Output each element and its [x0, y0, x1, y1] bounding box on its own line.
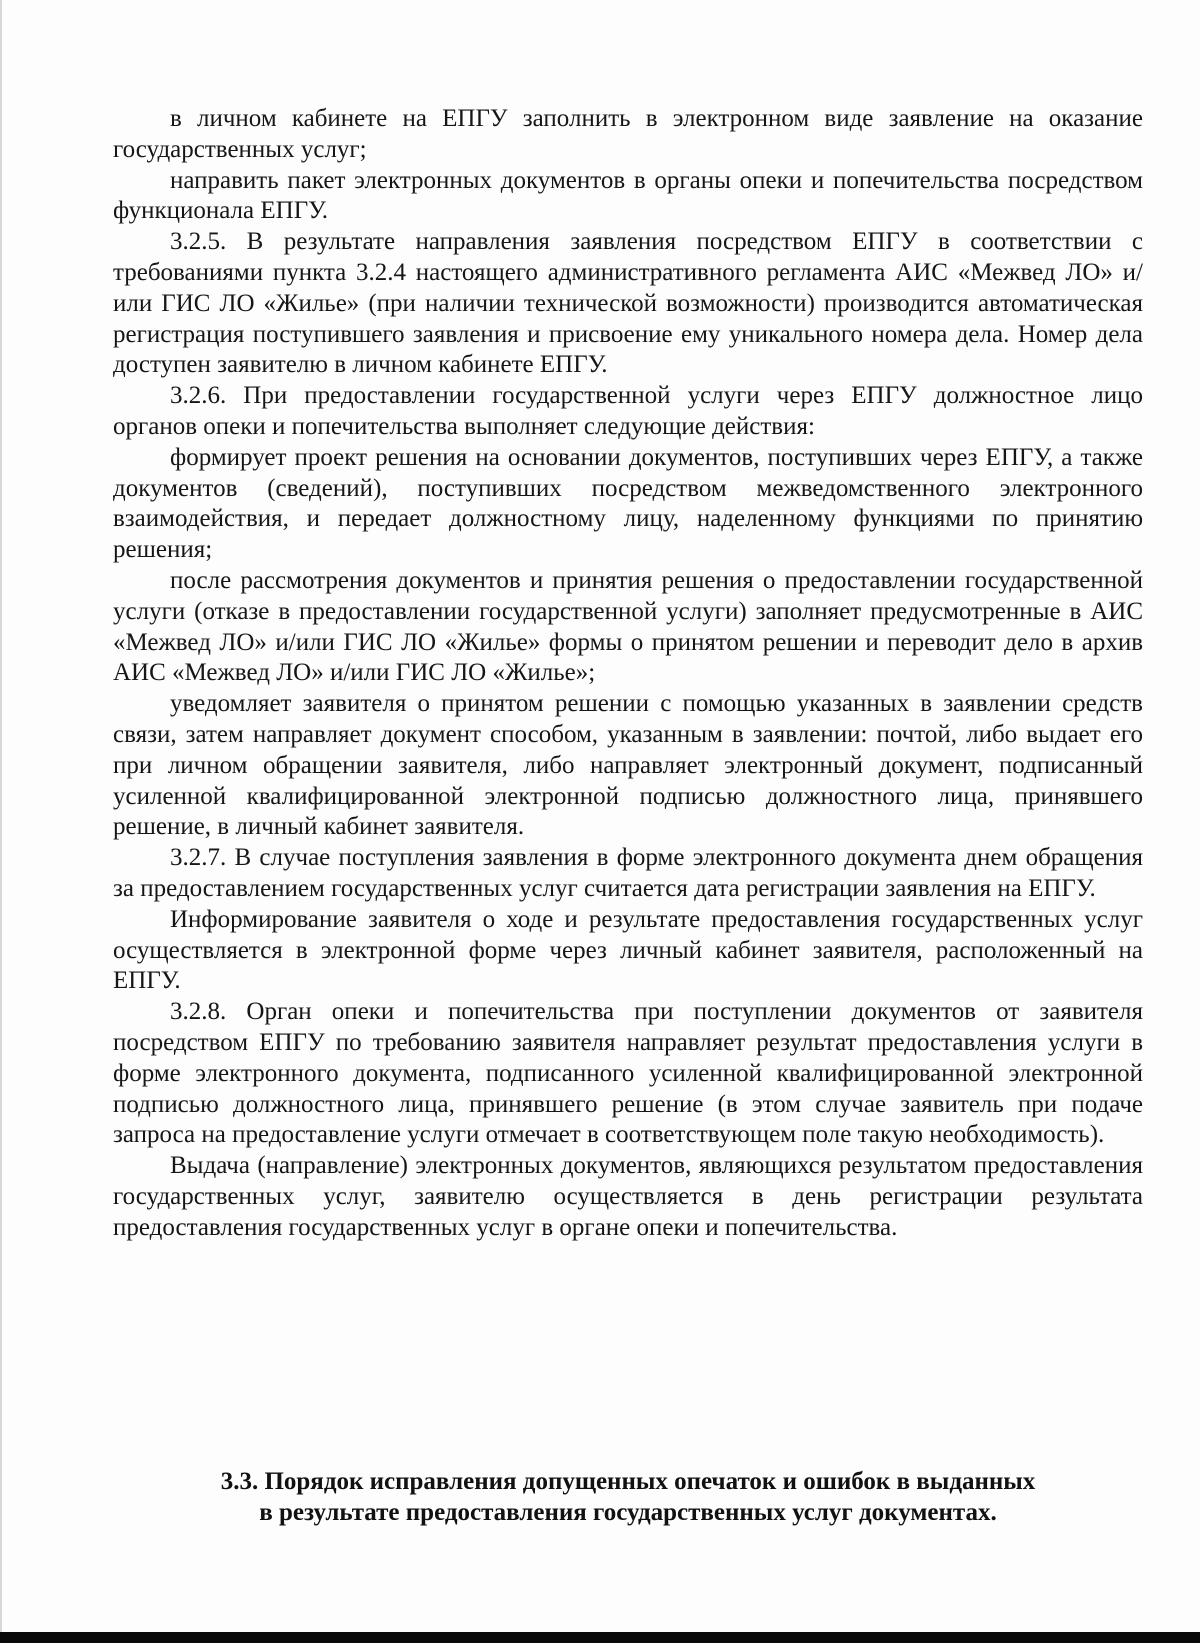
paragraph-3-2-8: 3.2.8. Орган опеки и попечительства при поступлении документов от заявителя посредством ЕПГУ по требованию заявителя направляет результат предоставления услуги в форме электронного документа, подписанного усиленной квалифицированной электронной подписью должностного лица, принявшего решение (в этом случае заявитель при подаче запроса на предоставление услуги отмечает в соответствующем поле такую необходимость).: [113, 998, 1143, 1149]
paragraph-send-documents: направить пакет электронных документов в органы опеки и попечительства посредством функционала ЕПГУ.: [113, 166, 1143, 225]
paragraph-3-2-6: 3.2.6. При предоставлении государственной услуги через ЕПГУ должностное лицо органов опеки и попечительства выполняет следующие действия:: [113, 382, 1143, 440]
section-heading-line-1: 3.3. Порядок исправления допущенных опечаток и ошибок в выданных: [220, 1468, 1036, 1495]
document-body: [113, 104, 1143, 1243]
paragraph-form-draft-decision: формирует проект решения на основании документов, поступивших через ЕПГУ, а также документов (сведений), поступивших посредством межведомственного электронного взаимодействия, и передает должностному лицу, наделенному функциями по принятию решения;: [113, 443, 1143, 564]
paragraph-after-review: после рассмотрения документов и принятия решения о предоставлении государственной услуги (отказе в предоставлении государственной услуги) заполняет предусмотренные в АИС «Межвед ЛО» и/или ГИС ЛО «Жилье» формы о принятом решении и переводит дело в архив АИС «Межвед ЛО» и/или ГИС ЛО «Жилье»;: [113, 566, 1143, 687]
section-heading-line-2: в результате предоставления государственных услуг документах.: [259, 1499, 997, 1526]
paragraph-informing: Информирование заявителя о ходе и результате предоставления государственных услуг осуществляется в электронной форме через личный кабинет заявителя, расположенный на ЕПГУ.: [113, 905, 1143, 995]
scan-edge-left: [0, 0, 2, 1643]
paragraph-issuance: Выдача (направление) электронных документов, являющихся результатом предоставления государственных услуг, заявителю осуществляется в день регистрации результата предоставления государственных услуг в органе опеки и попечительства.: [113, 1152, 1143, 1241]
paragraph-fill-application: в личном кабинете на ЕПГУ заполнить в электронном виде заявление на оказание государственных услуг;: [113, 105, 1143, 163]
paragraph-3-2-7: 3.2.7. В случае поступления заявления в форме электронного документа днем обращения за предоставлением государственных услуг считается дата регистрации заявления на ЕПГУ.: [113, 844, 1143, 902]
scan-edge-bottom: [0, 1632, 1200, 1643]
paragraph-3-2-5: 3.2.5. В результате направления заявления посредством ЕПГУ в соответствии с требованиями пункта 3.2.4 настоящего административного регламента АИС «Межвед ЛО» и/или ГИС ЛО «Жилье» (при наличии технической возможности) производится автоматическая регистрация поступившего заявления и присвоение ему уникального номера дела. Номер дела доступен заявителю в личном кабинете ЕПГУ.: [113, 228, 1143, 379]
paragraph-notify-applicant: уведомляет заявителя о принятом решении с помощью указанных в заявлении средств связи, затем направляет документ способом, указанным в заявлении: почтой, либо выдает его при личном обращении заявителя, либо направляет электронный документ, подписанный усиленной квалифицированной электронной подписью должностного лица, принявшего решение, в личный кабинет заявителя.: [113, 690, 1143, 841]
section-heading-3-3: [113, 1466, 1143, 1528]
